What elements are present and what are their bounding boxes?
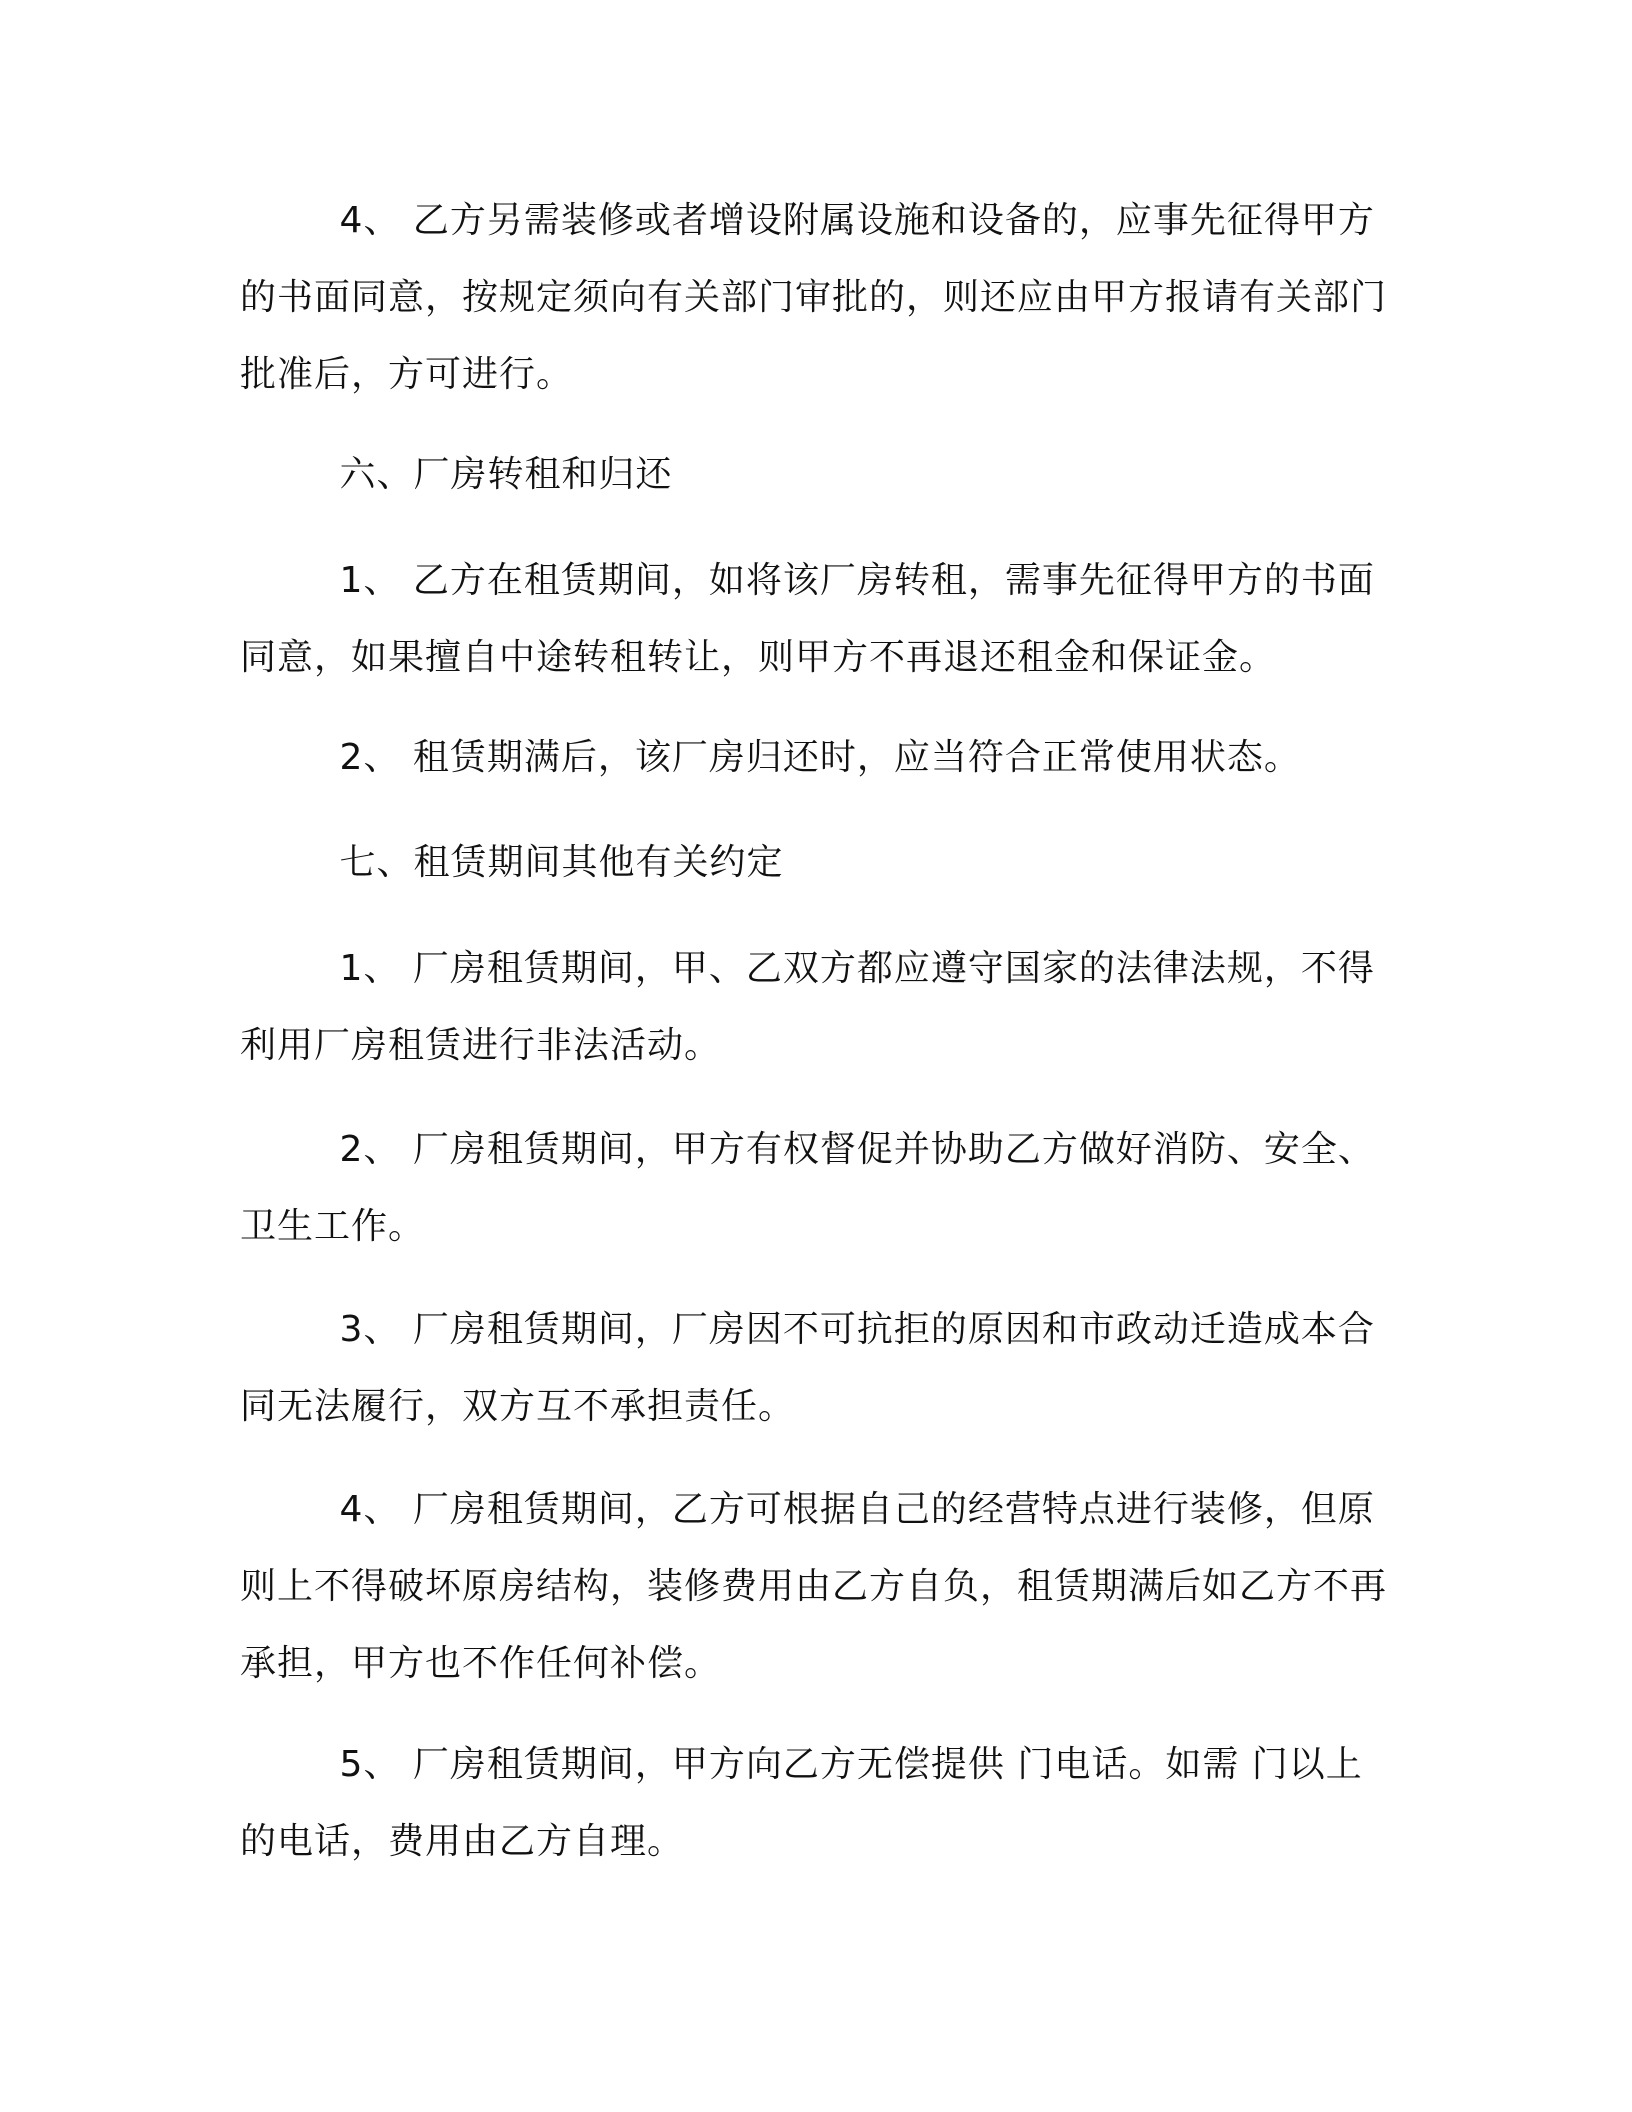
section-heading-7: 七、租赁期间其他有关约定 [240,842,784,883]
paragraph-clause-7-3: 3、 厂房租赁期间，厂房因不可抗拒的原因和市政动迁造成本合同无法履行，双方互不承担责任。 [240,1309,1375,1427]
paragraph-clause-7-5: 5、 厂房租赁期间，甲方向乙方无偿提供 门电话。如需 门以上的电话，费用由乙方自理。 [240,1744,1363,1862]
paragraph-clause-7-1: 1、 厂房租赁期间，甲、乙双方都应遵守国家的法律法规，不得利用厂房租赁进行非法活动。 [240,948,1375,1066]
section-heading-6: 六、厂房转租和归还 [240,454,673,495]
paragraph-clause-6-2: 2、 租赁期满后，该厂房归还时，应当符合正常使用状态。 [240,737,1301,778]
paragraph-clause-7-2: 2、 厂房租赁期间，甲方有权督促并协助乙方做好消防、安全、卫生工作。 [240,1129,1375,1247]
paragraph-clause-6-1: 1、 乙方在租赁期间，如将该厂房转租，需事先征得甲方的书面同意，如果擅自中途转租转让，则甲方不再退还租金和保证金。 [240,560,1375,678]
paragraph-clause-5-4: 4、 乙方另需装修或者增设附属设施和设备的，应事先征得甲方的书面同意，按规定须向有关部门审批的，则还应由甲方报请有关部门批准后，方可进行。 [240,200,1388,395]
paragraph-clause-7-4: 4、 厂房租赁期间，乙方可根据自己的经营特点进行装修，但原则上不得破坏原房结构，装修费用由乙方自负，租赁期满后如乙方不再承担，甲方也不作任何补偿。 [240,1489,1388,1684]
